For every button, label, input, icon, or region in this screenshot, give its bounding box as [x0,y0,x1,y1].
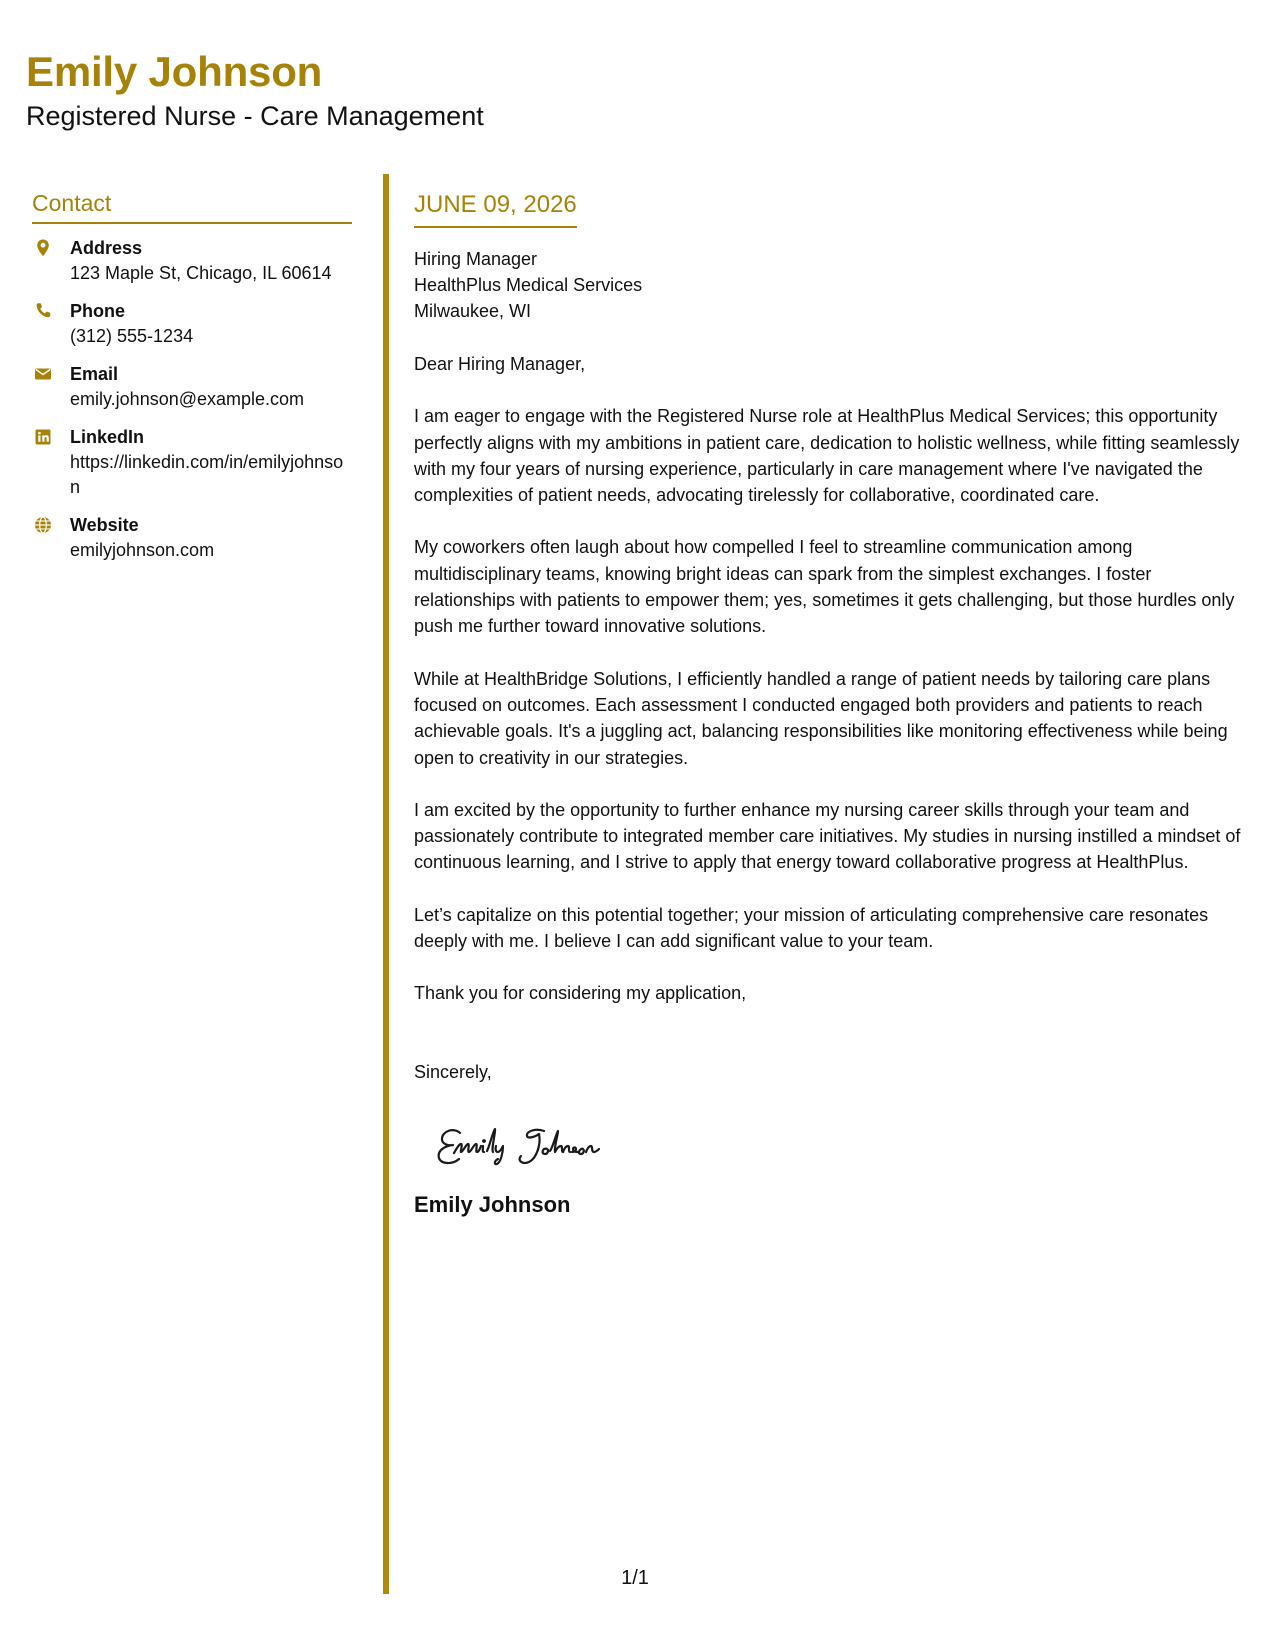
recipient-block [414,246,1244,324]
envelope-icon [33,364,53,384]
handwritten-signature [432,1115,672,1175]
address-value: 123 Maple St, Chicago, IL 60614 [70,263,332,283]
email-value: emily.johnson@example.com [70,389,305,409]
map-pin-icon [33,238,53,258]
letter-paragraph: Let’s capitalize on this potential together; your mission of articulating comprehensive care resonates deeply with me. I believe I can add significant value to your team. [414,904,1209,952]
letter-paragraph: While at HealthBridge Solutions, I efficiently handled a range of patient needs by tailoring care plans focused on outcomes. Each assessment I conducted engaged both providers and patients to reach achievable goals. It's a juggling act, balancing responsibilities like monitoring effectiveness while being open to creativity in our strategies. [414,668,1228,768]
signoff: Sincerely, [414,1061,492,1082]
letter-paragraph: I am eager to engage with the Registered Nurse role at HealthPlus Medical Services; this opportunity perfectly aligns with my ambitions in patient care, dedication to holistic wellness, while fitting seamlessly with my four years of nursing experience, particularly in care management where I've navigated the complexities of patient needs, advocating tirelessly for collaborative, coordinated care. [414,406,1240,506]
vertical-divider [383,174,389,1594]
contact-item-website [32,513,352,563]
contact-label: Address [70,238,143,258]
letter-date: JUNE 09, 2026 [414,190,577,228]
phone-icon [33,301,53,321]
contact-item-address [32,236,352,286]
recipient-line: Hiring Manager [414,249,538,269]
phone-value: (312) 555-1234 [70,326,194,346]
letter-paragraph: My coworkers often laugh about how compelled I feel to streamline communication among multidisciplinary teams, knowing bright ideas can spark from the simplest exchanges. I foster relationships with patients to empower them; yes, sometimes it gets challenging, but those hurdles only push me further toward innovative solutions. [414,537,1235,637]
website-value: emilyjohnson.com [70,540,215,560]
closing-thanks: Thank you for considering my application, [414,983,747,1004]
recipient-line: HealthPlus Medical Services [414,275,643,295]
contact-sidebar [32,188,352,576]
contact-item-email [32,362,352,412]
recipient-line: Milwaukee, WI [414,301,532,321]
page-number: 1/1 [621,1567,649,1589]
applicant-role: Registered Nurse - Care Management [26,101,484,131]
contact-item-linkedin [32,425,352,500]
linkedin-icon [33,427,53,447]
letter-paragraph: I am excited by the opportunity to further enhance my nursing career skills through your team and passionately contribute to integrated member care initiatives. My studies in nursing instilled a mindset of continuous learning, and I strive to apply that energy toward collaborative progress at HealthPlus. [414,799,1241,873]
contact-heading: Contact [32,188,352,224]
contact-label: Phone [70,301,126,321]
letter-body [414,190,1244,1219]
applicant-name: Emily Johnson [26,48,323,95]
salutation: Dear Hiring Manager, [414,354,586,374]
globe-icon [33,515,53,535]
contact-label: LinkedIn [70,427,145,447]
contact-label: Email [70,364,119,384]
contact-label: Website [70,515,139,535]
contact-item-phone [32,299,352,349]
linkedin-value: https://linkedin.com/in/emilyjohnson [70,452,344,497]
signer-name: Emily Johnson [414,1191,571,1217]
